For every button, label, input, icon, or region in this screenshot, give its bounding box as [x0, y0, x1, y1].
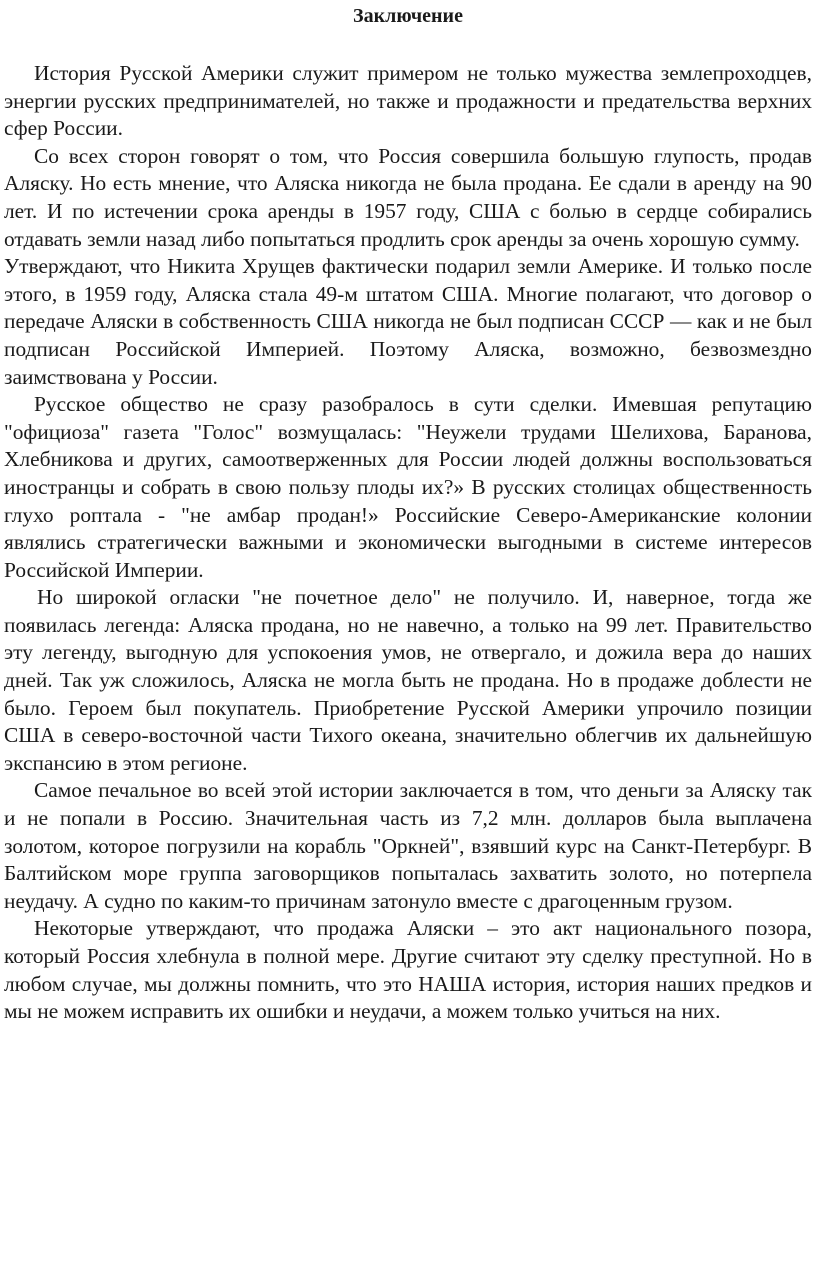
paragraph-2: Со всех сторон говорят о том, что Россия совершила большую глупость, продав Аляску. Но есть мнение, что Аляска никогда не была продана. Ее сдали в аренду на 90 лет. И по истечении срока аренды в 1957 году, США с болью в сердце собирались отдавать земли назад либо попытаться продлить срок аренды за очень хорошую сумму. [4, 143, 812, 251]
paragraph-1: История Русской Америки служит примером не только мужества землепроходцев, энергии русских предпринимателей, но также и продажности и предательства верхних сфер России. [4, 61, 812, 141]
document-title: Заключение [353, 5, 463, 27]
paragraph-4: Русское общество не сразу разобралось в сути сделки. Имевшая репутацию "официоза" газета "Голос" возмущалась: "Неужели трудами Шелихова, Баранова, Хлебникова и других, самоотверженных для России людей должны воспользоваться иностранцы и собрать в свою пользу плоды их?» В русских столицах общественность глухо роптала - "не амбар продан!» Российские Северо-Американские колонии являлись стратегически важными и экономически выгодными в системе интересов Российской Империи. [4, 392, 812, 582]
paragraph-7: Некоторые утверждают, что продажа Аляски – это акт национального позора, который Россия хлебнула в полной мере. Другие считают эту сделку преступной. Но в любом случае, мы должны помнить, что это НАША история, история наших предков и мы не можем исправить их ошибки и неудачи, а можем только учиться на них. [4, 916, 812, 1024]
paragraph-5: Но широкой огласки "не почетное дело" не получило. И, наверное, тогда же появилась легенда: Аляска продана, но не навечно, а только на 99 лет. Правительство эту легенду, выгодную для успокоения умов, не отвергало, и дожила вера до наших дней. Так уж сложилось, Аляска не могла быть не продана. Но в продаже доблести не было. Героем был покупатель. Приобретение Русской Америки упрочило позиции США в северо-восточной части Тихого океана, значительно облегчив их дальнейшую экспансию в этом регионе. [4, 585, 812, 775]
paragraph-6: Самое печальное во всей этой истории заключается в том, что деньги за Аляску так и не попали в Россию. Значительная часть из 7,2 млн. долларов была выплачена золотом, которое погрузили на корабль "Оркней", взявший курс на Санкт-Петербург. В Балтийском море группа заговорщиков попыталась захватить золото, но потерпела неудачу. А судно по каким-то причинам затонуло вместе с драгоценным грузом. [4, 778, 812, 913]
paragraph-3: Утверждают, что Никита Хрущев фактически подарил земли Америке. И только после этого, в 1959 году, Аляска стала 49-м штатом США. Многие полагают, что договор о передаче Аляски в собственность США никогда не был подписан СССР — как и не был подписан Российской Империей. Поэтому Аляска, возможно, безвозмездно заимствована у России. [4, 254, 812, 389]
